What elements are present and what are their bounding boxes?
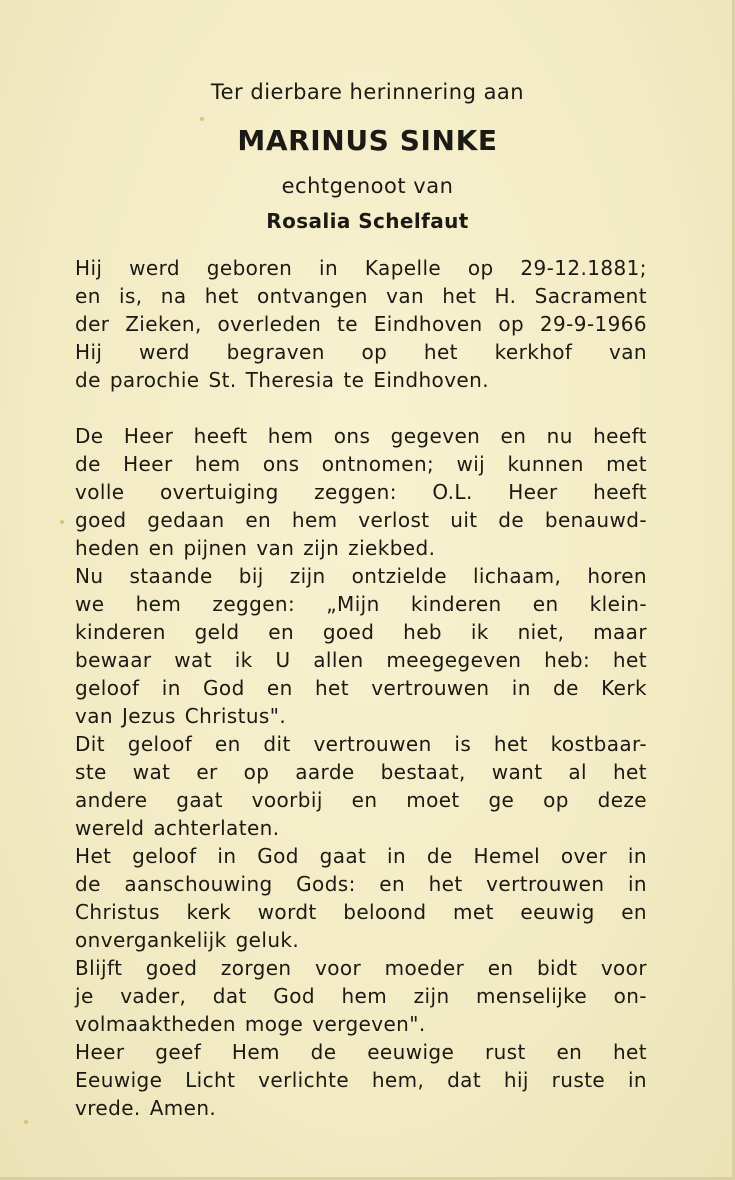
text-line: geloof in God en het vertrouwen in de Kerk xyxy=(75,676,647,700)
text-line: van Jezus Christus". xyxy=(75,704,287,728)
text-line: je vader, dat God hem zijn menselijke on- xyxy=(75,984,647,1008)
biography-paragraph xyxy=(75,254,647,394)
text-line: volle overtuiging zeggen: O.L. Heer heeft xyxy=(75,480,647,504)
text-line: ste wat er op aarde bestaat, want al het xyxy=(75,760,647,784)
paper-speck xyxy=(200,117,204,121)
text-line: de Heer hem ons ontnomen; wij kunnen met xyxy=(75,452,647,476)
paper-speck xyxy=(24,1120,28,1124)
text-line: de aanschouwing Gods: en het vertrouwen in xyxy=(75,872,647,896)
text-line: bewaar wat ik U allen meegegeven heb: het xyxy=(75,648,647,672)
text-line: goed gedaan en hem verlost uit de benauwd- xyxy=(75,508,647,532)
text-line: wereld achterlaten. xyxy=(75,816,280,840)
text-line: heden en pijnen van zijn ziekbed. xyxy=(75,536,436,560)
text-line: andere gaat voorbij en moet ge op deze xyxy=(75,788,647,812)
text-line: Hij werd begraven op het kerkhof van xyxy=(75,340,647,364)
text-line: volmaaktheden moge vergeven". xyxy=(75,1012,426,1036)
text-line: kinderen geld en goed heb ik niet, maar xyxy=(75,620,647,644)
text-line: Hij werd geboren in Kapelle op 29-12.1881; xyxy=(75,256,647,280)
spouse-name: Rosalia Schelfaut xyxy=(266,209,469,233)
text-line: onvergankelijk geluk. xyxy=(75,928,300,952)
text-line: der Zieken, overleden te Eindhoven op 29-9-1966 xyxy=(75,312,647,336)
text-line: Heer geef Hem de eeuwige rust en het xyxy=(75,1040,647,1064)
text-line: Christus kerk wordt beloond met eeuwig en xyxy=(75,900,647,924)
text-line: Dit geloof en dit vertrouwen is het kostbaar- xyxy=(75,732,647,756)
intro-line: Ter dierbare herinnering aan xyxy=(210,80,525,104)
text-line: en is, na het ontvangen van het H. Sacrament xyxy=(75,284,647,308)
text-line: vrede. Amen. xyxy=(75,1096,217,1120)
text-line: Eeuwige Licht verlichte hem, dat hij ruste in xyxy=(75,1068,647,1092)
meditation-text xyxy=(75,422,647,1122)
text-line: de parochie St. Theresia te Eindhoven. xyxy=(75,368,489,392)
text-line: De Heer heeft hem ons gegeven en nu heeft xyxy=(75,424,647,448)
text-line: Blijft goed zorgen voor moeder en bidt voor xyxy=(75,956,647,980)
deceased-name: MARINUS SINKE xyxy=(237,124,498,157)
paper-speck xyxy=(60,520,64,524)
text-line: Nu staande bij zijn ontzielde lichaam, horen xyxy=(75,564,647,588)
text-line: Het geloof in God gaat in de Hemel over in xyxy=(75,844,647,868)
text-line: we hem zeggen: „Mijn kinderen en klein- xyxy=(75,592,647,616)
relation-line: echtgenoot van xyxy=(281,174,454,198)
